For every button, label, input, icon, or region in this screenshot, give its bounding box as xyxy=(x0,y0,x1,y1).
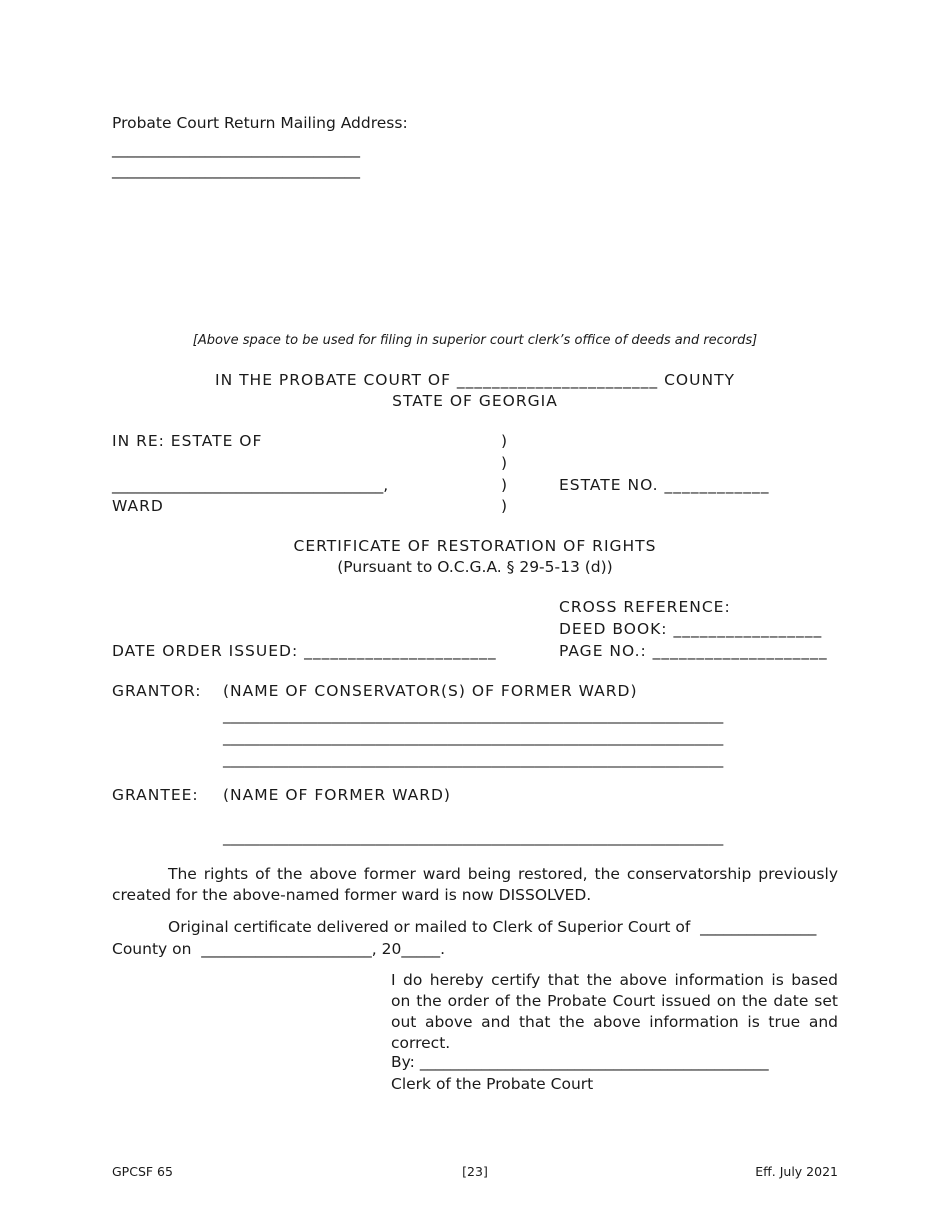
grantor-line-3[interactable]: _____________________________________________________________________ xyxy=(223,752,724,768)
signature-line[interactable]: By: _____________________________________________ xyxy=(391,1053,769,1071)
court-heading-line-2: STATE OF GEORGIA xyxy=(392,392,558,410)
footer-page-number: [23] xyxy=(462,1164,488,1179)
grantor-label: GRANTOR: xyxy=(112,682,202,700)
grantor-line-2[interactable]: _____________________________________________________________________ xyxy=(223,730,724,746)
caption-paren: ) xyxy=(501,432,508,450)
deed-book-field[interactable]: DEED BOOK: _________________ xyxy=(559,620,823,638)
rights-restored-paragraph: The rights of the above former ward being restored, the conservatorship previously created for the above-named former ward is now DISSOLVED. xyxy=(112,865,838,904)
footer-form-id: GPCSF 65 xyxy=(112,1164,173,1179)
original-delivered-line-2[interactable]: County on ______________________, 20_____. xyxy=(112,940,446,958)
ward-label: WARD xyxy=(112,497,164,515)
footer-effective-date: Eff. July 2021 xyxy=(755,1164,838,1179)
return-address-line-2[interactable]: ________________________________ xyxy=(112,161,360,179)
cross-reference-label: CROSS REFERENCE: xyxy=(559,598,731,616)
original-delivered-line-1[interactable]: Original certificate delivered or mailed to Clerk of Superior Court of _______________ xyxy=(168,918,817,936)
date-order-issued-field[interactable]: DATE ORDER ISSUED: ______________________ xyxy=(112,642,497,660)
grantee-label: GRANTEE: xyxy=(112,786,199,804)
caption-paren: ) xyxy=(501,497,508,515)
grantee-description: (NAME OF FORMER WARD) xyxy=(223,786,451,804)
return-address-line-1[interactable]: ________________________________ xyxy=(112,140,360,158)
grantor-description: (NAME OF CONSERVATOR(S) OF FORMER WARD) xyxy=(223,682,638,700)
signature-title: Clerk of the Probate Court xyxy=(391,1075,594,1093)
ward-name-field[interactable]: ___________________________________, xyxy=(112,476,389,494)
grantor-line-1[interactable]: _____________________________________________________________________ xyxy=(223,708,724,724)
page-no-field[interactable]: PAGE NO.: ____________________ xyxy=(559,642,828,660)
certification-paragraph: I do hereby certify that the above information is based on the order of the Probate Court issued on the date set out above and that the above information is true and correct. xyxy=(391,971,838,1052)
caption-paren: ) xyxy=(501,454,508,472)
certificate-title: CERTIFICATE OF RESTORATION OF RIGHTS xyxy=(293,537,657,555)
certificate-subtitle: (Pursuant to O.C.G.A. § 29-5-13 (d)) xyxy=(337,558,613,576)
in-re-estate-label: IN RE: ESTATE OF xyxy=(112,432,263,450)
caption-paren: ) xyxy=(501,476,508,494)
estate-number-field[interactable]: ESTATE NO. ____________ xyxy=(559,476,770,494)
court-heading-line-1: IN THE PROBATE COURT OF _______________________ COUNTY xyxy=(215,371,735,389)
return-address-label: Probate Court Return Mailing Address: xyxy=(112,114,408,132)
grantee-line[interactable]: _____________________________________________________________________ xyxy=(223,830,724,846)
filing-note: [Above space to be used for filing in superior court clerk’s office of deeds and records] xyxy=(192,333,758,348)
